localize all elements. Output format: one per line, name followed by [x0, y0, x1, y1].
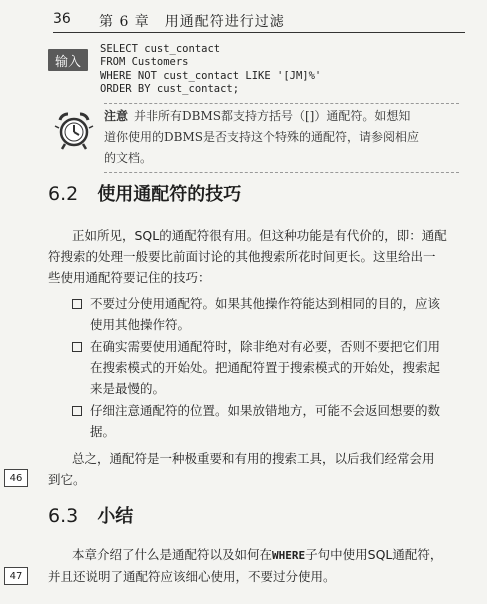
input-badge: 输入: [48, 49, 88, 71]
note-divider-bottom: [104, 172, 459, 173]
code-block: [100, 43, 321, 97]
code-line: WHERE NOT cust_contact LIKE '[JM]%': [100, 69, 322, 82]
paragraph-line: 到它。: [48, 472, 86, 487]
note-line: 的文档。: [104, 151, 153, 165]
inline-code: WHERE: [272, 549, 306, 562]
checkbox-bullet-icon: [72, 299, 82, 309]
margin-page-number: 47: [4, 567, 28, 585]
list-item-line: 据。: [90, 424, 116, 439]
list-item-line: 使用其他操作符。: [90, 317, 191, 332]
code-line: SELECT cust_contact: [100, 43, 221, 55]
page-number: 36: [53, 11, 71, 27]
code-line: FROM Customers: [100, 56, 189, 69]
margin-page-number: 46: [4, 469, 28, 487]
header-rule: [53, 32, 465, 33]
text-segment: 子句中使用SQL通配符，: [305, 547, 443, 562]
checkbox-bullet-icon: [72, 342, 82, 352]
intro-paragraph: [48, 225, 468, 288]
section-title: 使用通配符的技巧: [97, 184, 242, 205]
note-divider-top: [104, 103, 459, 104]
list-item-line: 在确实需要使用通配符时，除非绝对有必要，否则不要把它们用: [90, 339, 441, 354]
section-number: 6.3: [48, 505, 79, 527]
code-line: ORDER BY cust_contact;: [100, 83, 240, 96]
paragraph-line: 正如所见，SQL的通配符很有用。但这种功能是有代价的，即：通配: [72, 228, 447, 243]
paragraph-line: 符搜索的处理一般要比前面讨论的其他搜索所花时间更长。这里给出一: [48, 249, 436, 264]
list-item-line: 来是最慢的。: [90, 381, 166, 396]
paragraph-line: 并且还说明了通配符应该细心使用，不要过分使用。: [48, 569, 336, 584]
text-segment: 本章介绍了什么是通配符以及如何在: [72, 547, 273, 562]
section-number: 6.2: [48, 183, 79, 205]
section-title: 小结: [97, 506, 134, 527]
chapter-title: 第 6 章 用通配符进行过滤: [99, 14, 285, 30]
note-label: 注意: [104, 109, 129, 123]
list-item: [72, 400, 487, 442]
section-heading: [48, 502, 133, 528]
note-line: 并非所有DBMS都支持方括号（[]）通配符。如想知: [134, 109, 411, 123]
list-item: [72, 336, 487, 399]
paragraph-line: [48, 544, 473, 566]
alarm-clock-icon: [52, 108, 96, 152]
list-item-line: 在搜索模式的开始处。把通配符置于搜索模式的开始处，搜索起: [90, 360, 441, 375]
paragraph-line: 总之，通配符是一种极重要和有用的搜索工具，以后我们经常会用: [72, 451, 435, 466]
note-text: [104, 106, 464, 169]
list-item: [72, 293, 487, 335]
list-item-line: 不要过分使用通配符。如果其他操作符能达到相同的目的，应该: [90, 296, 441, 311]
summary-paragraph: [48, 448, 468, 490]
checkbox-bullet-icon: [72, 406, 82, 416]
list-item-line: 仔细注意通配符的位置。如果放错地方，可能不会返回想要的数: [90, 403, 441, 418]
note-line: 道你使用的DBMS是否支持这个特殊的通配符，请参阅相应: [104, 130, 419, 144]
conclusion-paragraph: [48, 544, 473, 587]
section-heading: [48, 180, 241, 206]
paragraph-line: 些使用通配符要记住的技巧：: [48, 270, 211, 285]
